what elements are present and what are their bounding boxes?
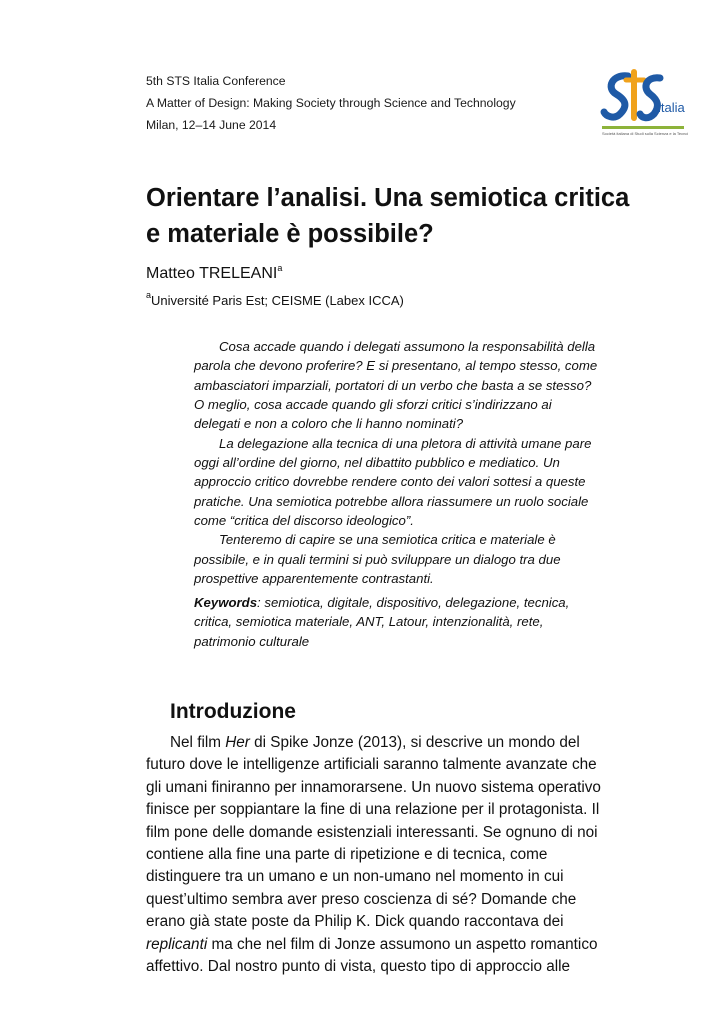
keywords [194, 593, 624, 651]
abstract-line: O meglio, cosa accade quando gli sforzi critici s’indirizzano ai [194, 397, 552, 413]
body-line: finisce per soppiantare la fine di una relazione per il protagonista. Il [146, 801, 600, 819]
body-line: gli umani finiranno per innamorarsene. Un nuovo sistema operativo [146, 778, 601, 796]
abstract-line: oggi all’ordine del giorno, nel dibattito pubblico e mediatico. Un [194, 455, 560, 471]
abstract-line: La delegazione alla tecnica di una pletora di attività umane pare [219, 435, 592, 451]
body-line: erano già state poste da Philip K. Dick quando raccontava dei [146, 913, 564, 931]
svg-text:Società italiana di Studi sull: Società italiana di Studi sulla Scienza e la Tecnologia [602, 131, 688, 136]
title-line-2: e materiale è possibile? [146, 220, 434, 248]
affiliation [146, 286, 404, 310]
paper-title [146, 180, 686, 252]
author-name: Matteo TRELEANI [146, 265, 278, 282]
keywords-line: critica, semiotica materiale, ANT, Latour, intenzionalità, rete, [194, 614, 544, 630]
keywords-line: Keywords: semiotica, digitale, dispositivo, delegazione, tecnica, [194, 595, 570, 610]
body-line: affettivo. Dal nostro punto di vista, questo tipo di approccio alle [146, 958, 571, 976]
abstract-line: pratiche. Una semiotica potrebbe allora riassumere un ruolo sociale [194, 493, 589, 509]
abstract-line: approccio critico dovrebbe rendere conto dei valori sottesi a queste [194, 474, 586, 490]
abstract [194, 337, 624, 588]
sts-italia-logo [598, 66, 688, 138]
section-heading: Introduzione [170, 700, 296, 723]
body-line: contiene alla fine una parte di ripetizione e di tecnica, come [146, 846, 548, 864]
abstract-line: delegati e non a coloro che li hanno nominati? [194, 416, 464, 432]
introduction-body [146, 732, 626, 978]
sts-logo-icon [598, 66, 688, 138]
abstract-line: Cosa accade quando i delegati assumono la responsabilità della [219, 339, 596, 354]
body-line: quest’ultimo sembra aver preso coscienza di sé? Domande che [146, 890, 577, 908]
abstract-line: ambasciatori imparziali, portatori di un verbo che basta a se stesso? [194, 377, 592, 393]
body-line: Nel film Her di Spike Jonze (2013), si descrive un mondo del [170, 734, 580, 751]
emphasis: replicanti [146, 935, 208, 953]
body-line: distinguere tra un umano e un non-umano nel momento in cui [146, 868, 564, 886]
keywords-line: patrimonio culturale [194, 633, 310, 649]
title-line-1: Orientare l’analisi. Una semiotica critica [146, 184, 630, 212]
affiliation-marker: a [146, 290, 152, 300]
author-marker: a [277, 263, 283, 273]
body-line: futuro dove le intelligenze artificiali saranno talmente avanzate che [146, 756, 597, 774]
affiliation-text: Université Paris Est; CEISME (Labex ICCA) [151, 293, 404, 308]
svg-text:italia: italia [658, 100, 685, 115]
author [146, 258, 282, 284]
conference-date: Milan, 12–14 June 2014 [146, 118, 277, 132]
abstract-line: prospettive apparentemente contrastanti. [194, 571, 434, 587]
conference-header [146, 70, 516, 136]
body-line: replicanti ma che nel film di Jonze assumono un aspetto romantico [146, 935, 598, 953]
body-line: film pone delle domande esistenziali interessanti. Se ognuno di noi [146, 823, 598, 841]
conference-theme: A Matter of Design: Making Society through Science and Technology [146, 96, 516, 110]
abstract-line: possibile, e in quali termini si può sviluppare un dialogo tra due [194, 551, 561, 567]
abstract-line: come “critica del discorso ideologico”. [194, 513, 414, 529]
abstract-line: parola che devono proferire? E si presentano, al tempo stesso, come [194, 358, 598, 374]
film-title: Her [225, 734, 250, 751]
abstract-line: Tenteremo di capire se una semiotica critica e materiale è [219, 532, 556, 548]
keywords-label: Keywords [194, 595, 258, 610]
conference-name: 5th STS Italia Conference [146, 74, 286, 88]
